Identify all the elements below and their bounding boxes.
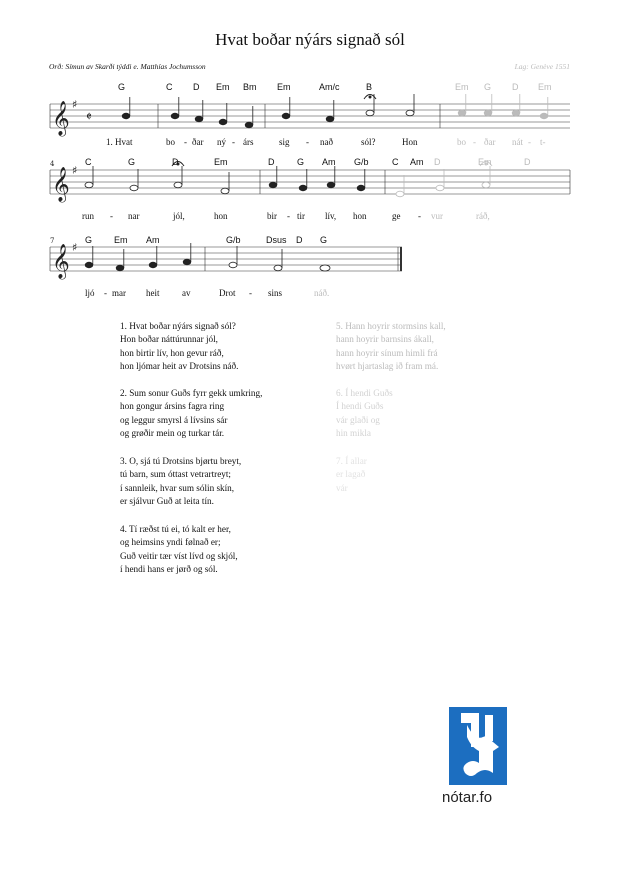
chord: G (85, 235, 93, 245)
verse-line: hon birtir lív, hon gevur ráð, (120, 347, 224, 358)
verse-line: vár (336, 482, 348, 493)
chord: B (366, 82, 373, 92)
chord: D (296, 235, 303, 245)
lyric: bo (166, 137, 175, 147)
lyric: - (110, 211, 113, 221)
lyric: bir (267, 211, 277, 221)
verse-line: Í hendi Guðs (336, 401, 384, 412)
lyric: - (184, 137, 187, 147)
verse-line: Hon boðar náttúrunnar jól, (120, 334, 218, 345)
verse-7 (336, 455, 367, 509)
verse-line: og leggur smyrsl á lívsins sár (120, 414, 228, 425)
lyric: ðar (484, 137, 496, 147)
svg-text:𝄵: 𝄵 (86, 110, 92, 125)
verse-1 (120, 320, 238, 374)
verse-3 (120, 455, 241, 509)
verse-line (336, 495, 367, 508)
verse-4 (120, 523, 238, 577)
lyric: - (306, 137, 309, 147)
verse-line: hon gongur ársins fagra ring (120, 401, 225, 412)
lyric: nát (512, 137, 523, 147)
chord: Em (216, 82, 230, 92)
chord: G (297, 157, 305, 167)
lyric: hon (214, 211, 228, 221)
chord: D (172, 157, 179, 167)
lyric: mar (112, 288, 126, 298)
lyric: lív, (325, 211, 337, 221)
chord: Em (455, 82, 469, 92)
lyric: ðar (192, 137, 204, 147)
lyric: ljó (85, 288, 95, 298)
chord: C (392, 157, 399, 167)
chord: G/b (354, 157, 369, 167)
lyric: náð. (314, 288, 330, 298)
lyric: Drot (219, 288, 236, 298)
verse-6 (336, 387, 393, 441)
lyric: ný (217, 137, 226, 147)
page-title: Hvat boðar nýárs signað sól (215, 30, 405, 49)
verse-line: hvørt hjartaslag ið fram má. (336, 361, 439, 372)
verse-line: er lagað (336, 469, 366, 480)
lyric: sól? (361, 137, 376, 147)
svg-text:♯: ♯ (72, 164, 78, 177)
verse-line: hin mikla (336, 428, 371, 439)
chord: Em (114, 235, 128, 245)
lyric: nað (320, 137, 333, 147)
chord: G (118, 82, 126, 92)
svg-text:♯: ♯ (72, 98, 78, 111)
svg-text:7: 7 (50, 237, 55, 245)
chord: Am/c (319, 82, 340, 92)
lyric: ge (392, 211, 401, 221)
chord: Am (322, 157, 336, 167)
svg-text:4: 4 (50, 160, 55, 168)
brand-name: nótar.fo (442, 789, 493, 806)
lyric: Hon (402, 137, 418, 147)
chord: Am (146, 235, 160, 245)
verse-line: 2. Sum sonur Guðs fyrr gekk umkring, (120, 388, 263, 398)
chord: Bm (243, 82, 257, 92)
lyric: jól, (173, 211, 185, 221)
composer-credit: Lag: Genève 1551 (514, 62, 570, 71)
verse-5 (336, 320, 446, 374)
chord: Dsus (266, 235, 287, 245)
chord: C (166, 82, 173, 92)
lyric: - (249, 288, 252, 298)
svg-text:𝄞: 𝄞 (52, 167, 70, 202)
chord: G (484, 82, 492, 92)
verse-line: og heimsins yndi følnað er; (120, 537, 221, 548)
lyric: tir (297, 211, 305, 221)
chord: G/b (226, 235, 241, 245)
svg-text:𝄞: 𝄞 (52, 244, 70, 279)
chord: D (434, 157, 441, 167)
chord: Em (538, 82, 552, 92)
lyric: - (418, 211, 421, 221)
verse-line: 4. Tí ræðst tú ei, tó kalt er her, (120, 524, 231, 534)
lyric: - (104, 288, 107, 298)
chord: Em (214, 157, 228, 167)
chord: D (524, 157, 531, 167)
chord: D (193, 82, 200, 92)
chord: D (268, 157, 275, 167)
verse-line: hann hoyrir sínum himli frá (336, 347, 438, 358)
verse-line: hon ljómar heit av Drotsins náð. (120, 361, 239, 372)
verse-line: er sjálvur Guð at leita tín. (120, 496, 214, 507)
chord: G (128, 157, 136, 167)
lyric: bo (457, 137, 466, 147)
verse-line: í sannleik, hvar sum sólin skín, (120, 482, 235, 493)
verse-line: Guð veitir tær víst lívd og skjól, (120, 550, 238, 561)
chord: G (320, 235, 328, 245)
verse-2 (120, 387, 262, 441)
verse-line: 7. Í allar (336, 456, 367, 466)
lyric: t- (540, 137, 546, 147)
lyric: nar (128, 211, 140, 221)
lyric: heit (146, 288, 160, 298)
lyric: 1. Hvat (106, 137, 133, 147)
chord: Am (410, 157, 424, 167)
lyric: árs (243, 137, 254, 147)
lyric: av (182, 288, 191, 298)
lyric: - (528, 137, 531, 147)
lyricist-credit: Orð: Símun av Skarði týddi e. Matthías Jochumsson (49, 62, 206, 71)
verse-line: tú barn, sum óttast vetrartreyt; (120, 469, 231, 480)
verse-line: og grøðir mein og turkar tár. (120, 428, 225, 439)
lyric: run (82, 211, 94, 221)
lyric: sig (279, 137, 290, 147)
verse-line: hann hoyrir barnsins ákall, (336, 334, 434, 345)
lyric: - (232, 137, 235, 147)
svg-text:𝄞: 𝄞 (52, 101, 70, 136)
lyric: - (287, 211, 290, 221)
verse-line: vár glaði og (336, 414, 380, 425)
verse-line: 1. Hvat boðar nýárs signað sól? (120, 321, 236, 331)
chord: D (512, 82, 519, 92)
chord: C (85, 157, 92, 167)
chord: Em (478, 157, 492, 167)
svg-text:♯: ♯ (72, 241, 78, 254)
verse-line: 6. Í hendi Guðs (336, 388, 393, 398)
verse-line: 5. Hann hoyrir stormsins kall, (336, 321, 446, 331)
lyric: hon (353, 211, 367, 221)
verse-line: í hendi hans er jørð og sól. (120, 564, 218, 575)
lyric: sins (268, 288, 283, 298)
chord: Em (277, 82, 291, 92)
notar-logo-icon (449, 707, 507, 785)
lyric: ráð, (476, 211, 490, 221)
verse-line: 3. O, sjá tú Drotsins bjørtu breyt, (120, 456, 242, 466)
lyric: - (473, 137, 476, 147)
lyric: vur (431, 211, 443, 221)
